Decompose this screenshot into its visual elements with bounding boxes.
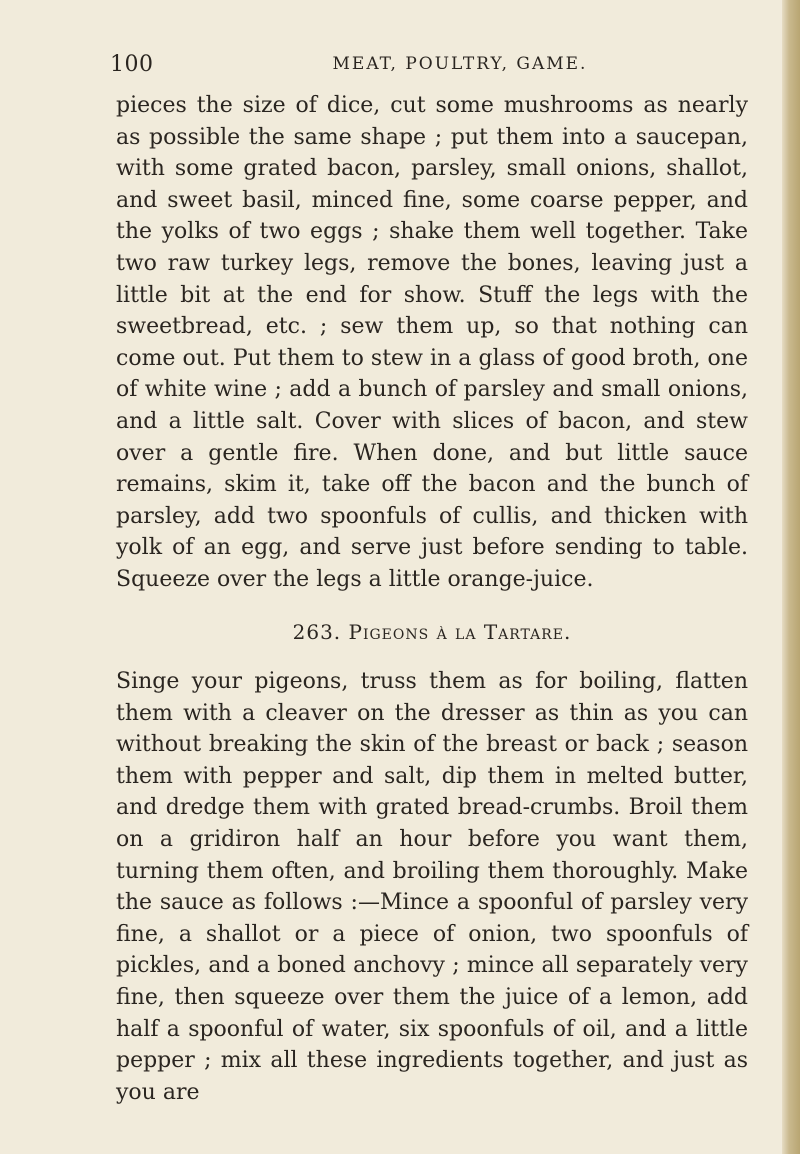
page-header: [110, 52, 750, 82]
recipe-text: Singe your pigeons, truss them as for boiling, flatten them with a cleaver on the dresser as thin as you can without breaking the skin of the breast or back ; season them with pepper and salt, dip them in melted butter, and dredge them with grated bread-crumbs. Broil them on a gridiron half an hour before you want them, turning them often, and broiling them thoroughly. Make the sauce as follows :—Mince a spoonful of parsley very fine, a shallot or a piece of onion, two spoonfuls of pickles, and a boned anchovy ; mince all separately very fine, then squeeze over them the juice of a lemon, add half a spoonful of water, six spoonfuls of oil, and a little pepper ; mix all these ingredients together, and just as you are: [116, 669, 748, 1105]
paragraph-text: pieces the size of dice, cut some mushrooms as nearly as possible the same shape ; put them into a saucepan, with some grated bacon, parsley, small onions, shallot, and sweet basil, minced fine, some coarse pepper, and the yolks of two eggs ; shake them well together. Take two raw turkey legs, remove the bones, leaving just a little bit at the end for show. Stuff the legs with the sweetbread, etc. ; sew them up, so that nothing can come out. Put them to stew in a glass of good broth, one of white wine ; add a bunch of parsley and small onions, and a little salt. Cover with slices of bacon, and stew over a gentle fire. When done, and but little sauce remains, skim it, take off the bacon and the bunch of parsley, add two spoonfuls of cullis, and thicken with yolk of an egg, and serve just before sending to table. Squeeze over the legs a little orange-juice.: [116, 93, 748, 592]
page-edge-shadow: [782, 0, 800, 1154]
recipe-number: 263.: [292, 620, 342, 644]
recipe-body: [116, 666, 748, 1108]
page-number: 100: [110, 52, 154, 77]
continued-paragraph: [116, 90, 748, 596]
running-head: MEAT, POULTRY, GAME.: [332, 54, 588, 74]
recipe-title: Pigeons à la Tartare.: [348, 620, 572, 644]
recipe-heading: [116, 620, 748, 644]
